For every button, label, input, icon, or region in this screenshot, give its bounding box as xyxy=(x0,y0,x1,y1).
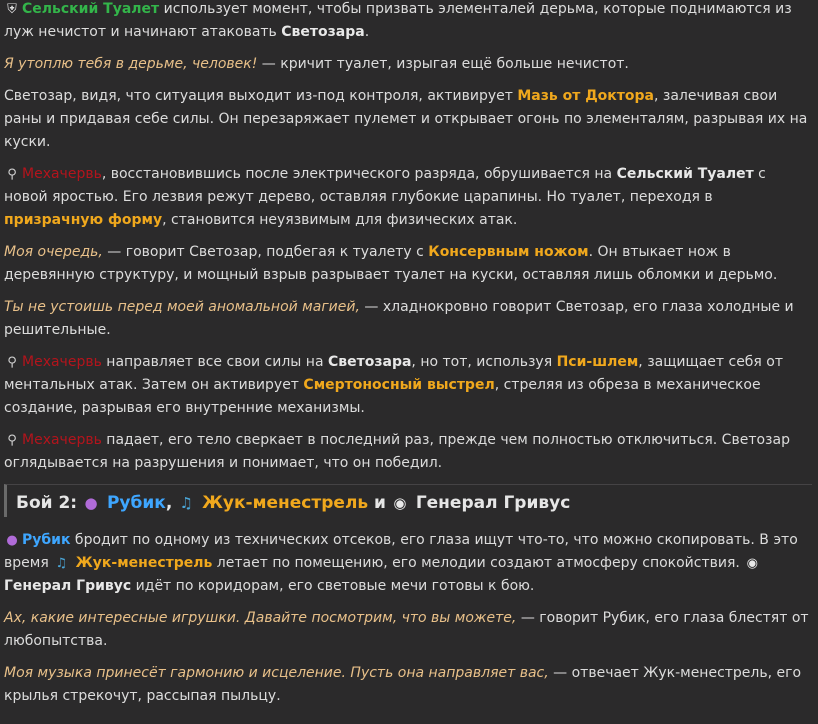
chainsaw-icon: ⚲ xyxy=(7,167,17,182)
character-name: Мехачервь xyxy=(22,354,102,370)
quote-text: Ты не устоишь перед моей аномальной магией, xyxy=(4,299,360,315)
target-name: Светозара xyxy=(281,24,365,40)
chainsaw-icon: ⚲ xyxy=(7,355,17,370)
paragraph-minstrel-quote xyxy=(4,662,812,708)
narration-text: падает, его тело сверкает в последний раз, прежде чем полностью отключиться. Светозар оглядывается на разрушения и понимает, что он победил. xyxy=(4,432,790,471)
narration-text: с новой яростью. Его лезвия режут дерево, оставляя глубокие царапины. Но туалет, переходя в xyxy=(4,166,766,205)
heading-separator: , xyxy=(165,493,179,513)
narration-text: . xyxy=(364,24,370,40)
narration-text: Светозар, видя, что ситуация выходит из-под контроля, активирует xyxy=(4,88,518,104)
character-name: Мехачервь xyxy=(22,432,102,448)
narration-text: летает по помещению, его мелодии создают атмосферу спокойствия. xyxy=(212,555,745,571)
paragraph-svetozar-heal xyxy=(4,85,812,154)
character-name: Рубик xyxy=(106,493,166,513)
narration-text: идёт по коридорам, его световые мечи готовы к бою. xyxy=(131,578,535,594)
item-name: Смертоносный выстрел xyxy=(303,377,495,393)
paragraph-mechaworm-defeat xyxy=(4,429,812,475)
paragraph-toilet-summon xyxy=(4,0,812,44)
narration-text: — хладнокровно говорит Светозар, его глаза холодные и решительные. xyxy=(4,299,794,338)
narration-text: , но тот, используя xyxy=(411,354,557,370)
narration-text: — отвечает Жук-менестрель, его крылья стрекочут, рассыпая пыльцу. xyxy=(4,665,802,704)
character-name: Сельский Туалет xyxy=(22,1,160,17)
paragraph-mechaworm-psi xyxy=(4,351,812,420)
crystal-ball-icon: ● xyxy=(6,533,18,548)
paragraph-mechaworm-attack xyxy=(4,163,812,232)
quote-text: Ах, какие интересные игрушки. Давайте посмотрим, что вы можете, xyxy=(4,610,517,626)
heading-separator: и xyxy=(368,493,392,513)
character-name: Жук-менестрель xyxy=(75,555,213,571)
robot-icon: ◉ xyxy=(393,494,407,512)
narration-text: , залечивая свои раны и придавая себе силы. Он перезаряжает пулемет и открывает огонь по элементалям, разрывая их на куски. xyxy=(4,88,808,150)
narration-text: — говорит Светозар, подбегая к туалету с xyxy=(102,244,429,260)
character-name: Генерал Гривус xyxy=(415,493,571,513)
narration-text: — говорит Рубик, его глаза блестят от любопытства. xyxy=(4,610,809,649)
paragraph-toilet-quote xyxy=(4,53,812,76)
item-name: Пси-шлем xyxy=(556,354,639,370)
quote-text: Моя музыка принесёт гармонию и исцеление. Пусть она направляет вас, xyxy=(4,665,549,681)
character-name: Мехачервь xyxy=(22,166,102,182)
battle-log xyxy=(4,0,812,717)
item-name: Консервным ножом xyxy=(428,244,589,260)
heading-prefix: Бой 2: xyxy=(16,493,84,513)
chainsaw-icon: ⚲ xyxy=(7,433,17,448)
character-name: Жук-менестрель xyxy=(202,493,369,513)
paragraph-svetozar-magic-quote xyxy=(4,296,812,342)
music-icon: ♫ xyxy=(179,494,193,512)
music-icon: ♫ xyxy=(55,556,68,571)
narration-text: , становится неуязвимым для физических атак. xyxy=(162,212,518,228)
target-name: Светозара xyxy=(328,354,412,370)
robot-icon: ◉ xyxy=(746,556,758,571)
paragraph-battle2-intro xyxy=(4,529,812,598)
battle-heading xyxy=(4,484,812,517)
character-name: Генерал Гривус xyxy=(4,578,132,594)
narration-text: . Он втыкает нож в деревянную структуру, и мощный взрыв разрывает туалет на куски, оставляя лишь обломки и дерьмо. xyxy=(4,244,778,283)
narration-text: направляет все свои силы на xyxy=(101,354,328,370)
item-name: Мазь от Доктора xyxy=(517,88,654,104)
item-name: призрачную форму xyxy=(4,212,163,228)
paragraph-svetozar-knife xyxy=(4,241,812,287)
narration-text: , стреляя из обреза в механическое создание, разрывая его внутренние механизмы. xyxy=(4,377,761,416)
crystal-ball-icon: ● xyxy=(84,494,98,512)
toilet-icon: ⛨ xyxy=(7,2,17,17)
quote-text: Моя очередь, xyxy=(4,244,103,260)
narration-text: , восстановившись после электрического разряда, обрушивается на xyxy=(101,166,617,182)
narration-text: бродит по одному из технических отсеков, его глаза ищут что-то, что можно скопировать. В это время xyxy=(4,532,798,571)
narration-text: использует момент, чтобы призвать элементалей дерьма, которые поднимаются из луж нечистот и начинают атаковать xyxy=(4,1,792,40)
narration-text: — кричит туалет, изрыгая ещё больше нечистот. xyxy=(257,56,629,72)
character-name: Рубик xyxy=(22,532,71,548)
quote-text: Я утоплю тебя в дерьме, человек! xyxy=(4,56,258,72)
narration-text: , защищает себя от ментальных атак. Затем он активирует xyxy=(4,354,784,393)
paragraph-rubik-quote xyxy=(4,607,812,653)
target-name: Сельский Туалет xyxy=(616,166,754,182)
